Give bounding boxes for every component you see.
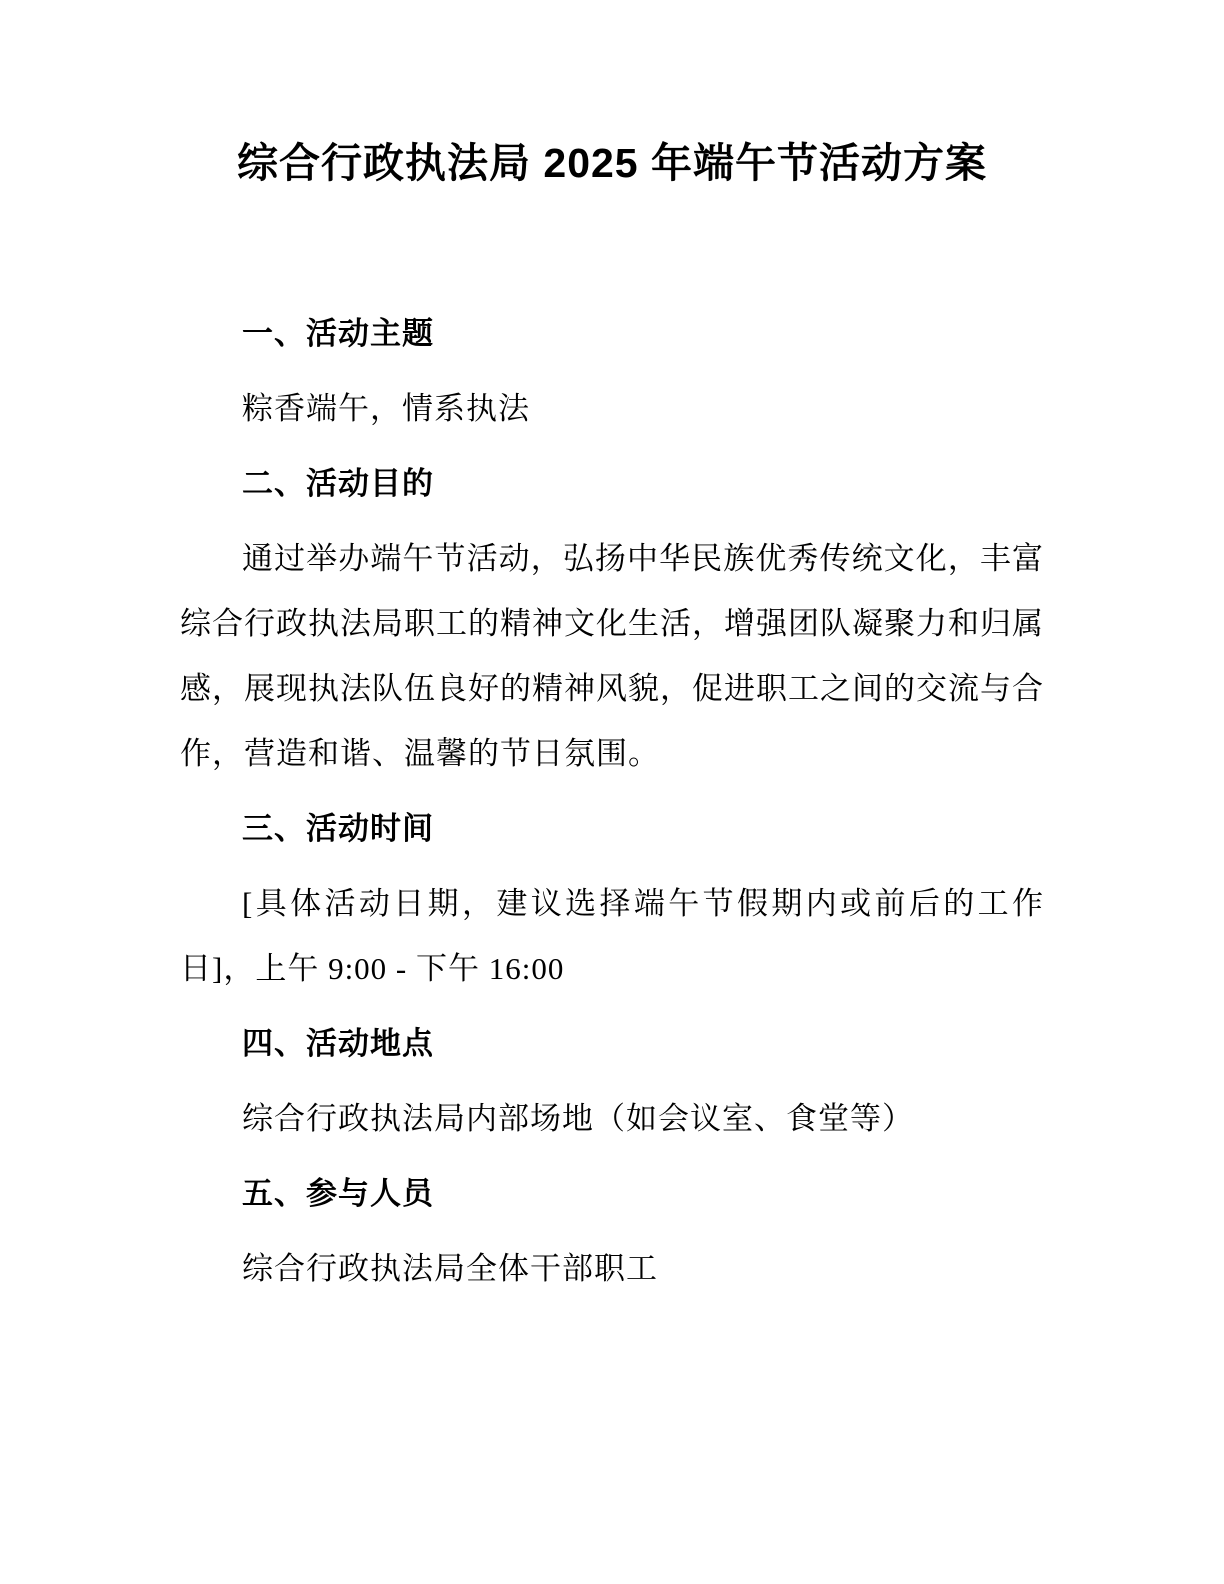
section-activity-purpose — [180, 451, 1044, 786]
section-heading-activity-location: 四、活动地点 — [242, 1026, 434, 1062]
section-paragraph-activity-location: 综合行政执法局内部场地（如会议室、食堂等） — [242, 1101, 914, 1137]
section-paragraph-activity-theme: 粽香端午，情系执法 — [242, 391, 530, 427]
document-title: 综合行政执法局 2025 年端午节活动方案 — [237, 140, 987, 186]
section-heading-activity-purpose: 二、活动目的 — [242, 466, 434, 502]
section-paragraph-activity-time: [具体活动日期，建议选择端午节假期内或前后的工作日]，上午 9:00 - 下午 16:00 — [180, 886, 1044, 987]
section-activity-location — [180, 1011, 1044, 1151]
section-participants — [180, 1161, 1044, 1301]
section-heading-participants: 五、参与人员 — [242, 1176, 434, 1212]
section-heading-activity-time: 三、活动时间 — [242, 811, 434, 847]
section-activity-theme — [180, 301, 1044, 441]
section-activity-time — [180, 796, 1044, 1001]
section-heading-activity-theme: 一、活动主题 — [242, 316, 434, 352]
section-paragraph-activity-purpose: 通过举办端午节活动，弘扬中华民族优秀传统文化，丰富综合行政执法局职工的精神文化生活，增强团队凝聚力和归属感，展现执法队伍良好的精神风貌，促进职工之间的交流与合作，营造和谐、温馨的节日氛围。 — [180, 541, 1044, 772]
section-paragraph-participants: 综合行政执法局全体干部职工 — [242, 1251, 658, 1287]
